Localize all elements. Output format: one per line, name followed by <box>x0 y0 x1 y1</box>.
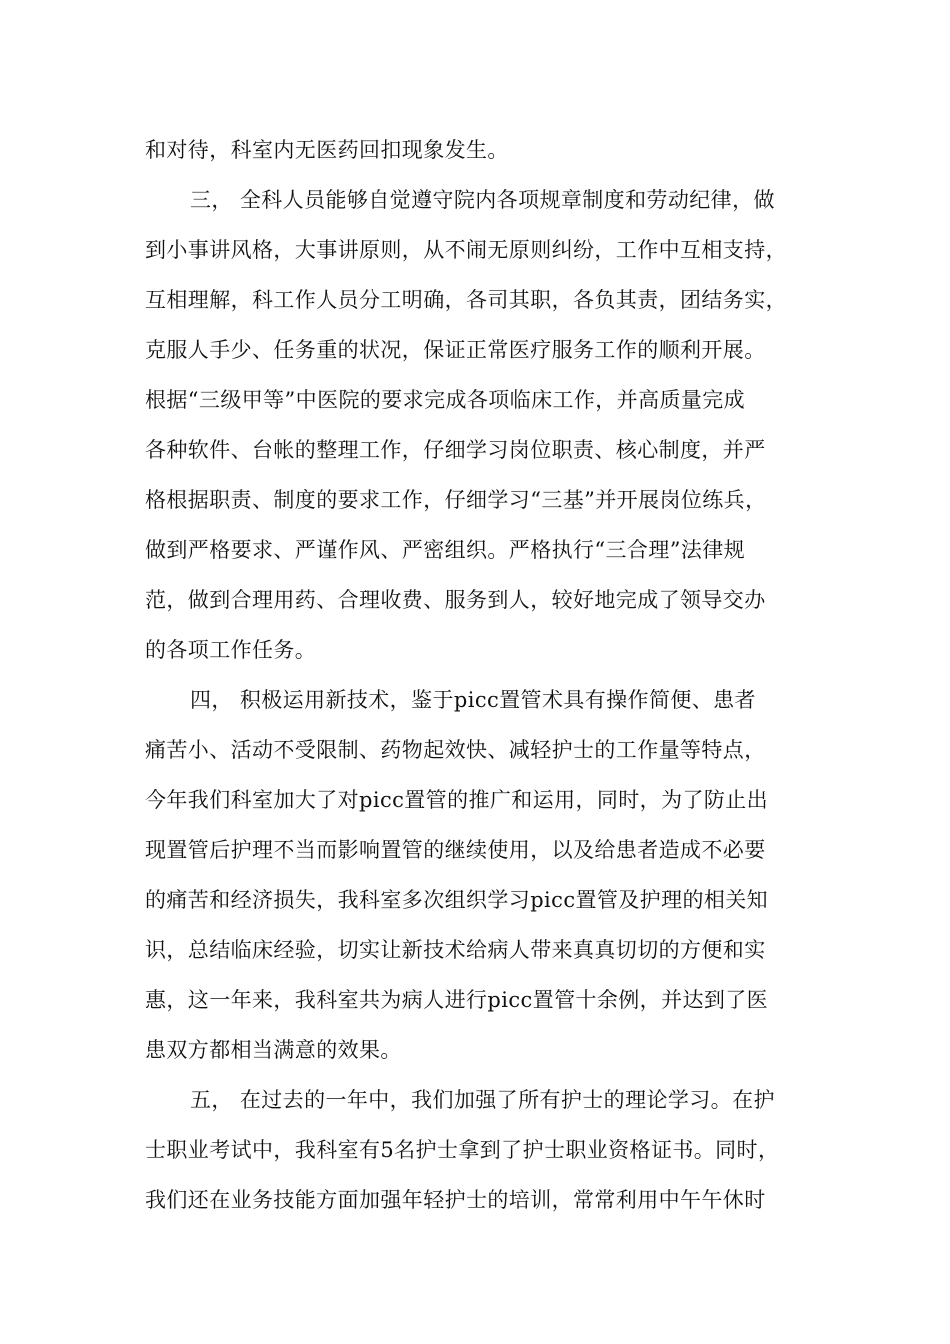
text-line: 做到严格要求、严谨作风、严密组织。严格执行“三合理”法律规 <box>145 538 746 562</box>
text-line: 痛苦小、活动不受限制、药物起效快、减轻护士的工作量等特点， <box>145 738 766 762</box>
text-line: 根据“三级甲等”中医院的要求完成各项临床工作，并高质量完成 <box>145 388 746 412</box>
text-line: 现置管后护理不当而影响置管的继续使用，以及给患者造成不必要 <box>145 838 766 862</box>
text-line: 三， 全科人员能够自觉遵守院内各项规章制度和劳动纪律，做 <box>190 188 775 212</box>
text-line: 我们还在业务技能方面加强年轻护士的培训，常常利用中午午休时 <box>145 1188 766 1212</box>
text-line: 范，做到合理用药、合理收费、服务到人，较好地完成了领导交办 <box>145 588 766 612</box>
text-line: 患双方都相当满意的效果。 <box>145 1038 402 1062</box>
text-line: 格根据职责、制度的要求工作，仔细学习“三基”并开展岗位练兵， <box>145 488 767 512</box>
text-line: 和对待，科室内无医药回扣现象发生。 <box>145 138 509 162</box>
text-line: 到小事讲风格，大事讲原则，从不闹无原则纠纷，工作中互相支持， <box>145 238 787 262</box>
text-line: 士职业考试中，我科室有5名护士拿到了护士职业资格证书。同时， <box>145 1138 780 1162</box>
text-line: 五， 在过去的一年中，我们加强了所有护士的理论学习。在护 <box>190 1088 775 1112</box>
text-line: 惠，这一年来，我科室共为病人进行picc置管十余例，并达到了医 <box>145 988 769 1012</box>
text-line: 各种软件、台帐的整理工作，仔细学习岗位职责、核心制度，并严 <box>145 438 766 462</box>
text-line: 四， 积极运用新技术，鉴于picc置管术具有操作简便、患者 <box>190 688 756 712</box>
text-line: 互相理解，科工作人员分工明确，各司其职，各负其责，团结务实， <box>145 288 787 312</box>
text-line: 今年我们科室加大了对picc置管的推广和运用，同时，为了防止出 <box>145 788 769 812</box>
text-line: 的各项工作任务。 <box>145 638 317 662</box>
text-line: 克服人手少、任务重的状况，保证正常医疗服务工作的顺利开展。 <box>145 338 766 362</box>
text-line: 的痛苦和经济损失，我科室多次组织学习picc置管及护理的相关知 <box>145 888 769 912</box>
text-line: 识，总结临床经验，切实让新技术给病人带来真真切切的方便和实 <box>145 938 766 962</box>
